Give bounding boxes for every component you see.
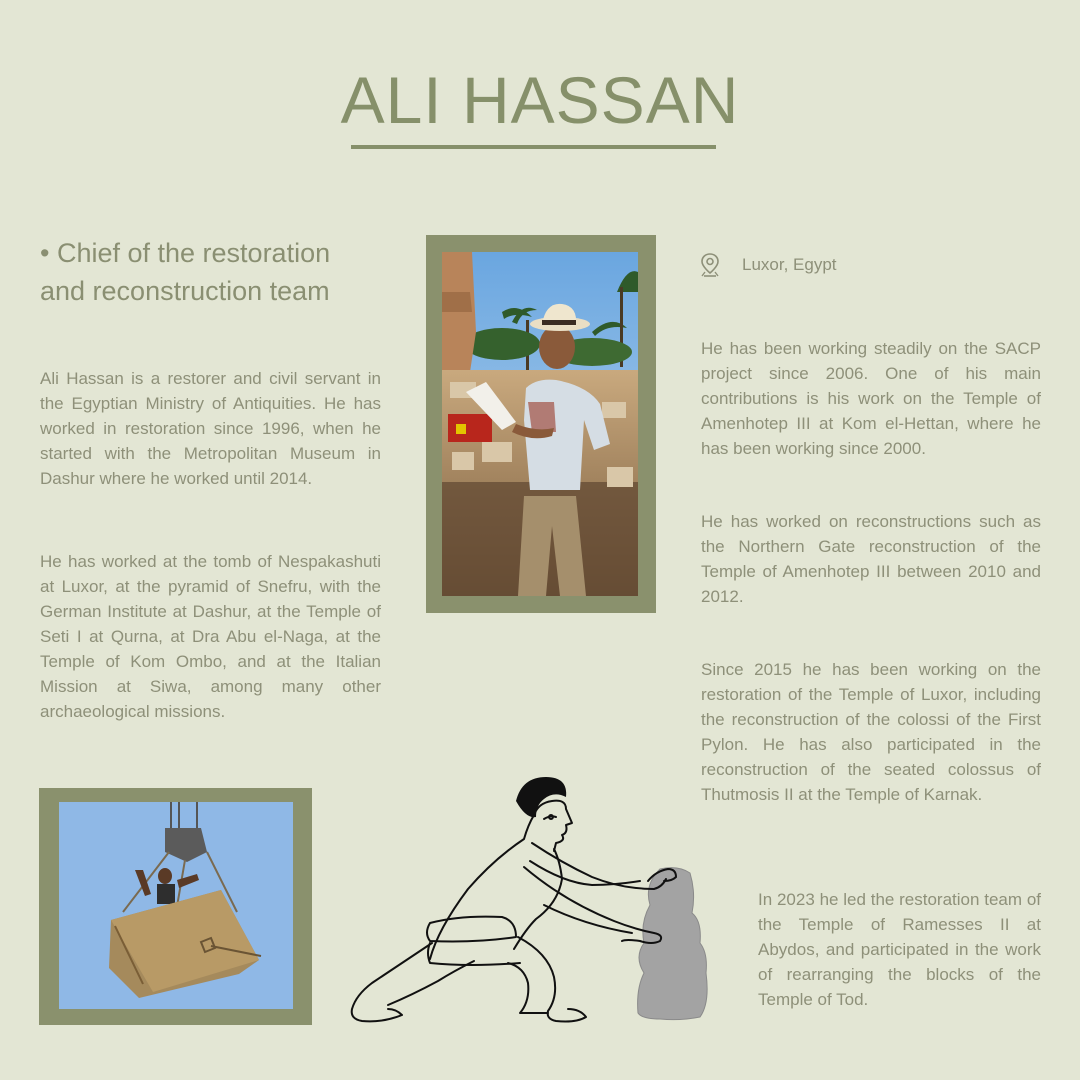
- crane-photo-frame: [39, 788, 312, 1025]
- bio-paragraph-6: In 2023 he led the restoration team of the Temple of Ramesses II at Abydos, and participated in the work of rearranging the blocks of the Temple of Tod.: [758, 890, 1041, 1009]
- kneeling-figure-illustration: [348, 773, 728, 1028]
- title-underline: [351, 145, 716, 149]
- crane-photo: [59, 802, 293, 1009]
- portrait-photo: [442, 252, 638, 596]
- bio-paragraph-2: He has worked at the tomb of Nespakashuti at Luxor, at the pyramid of Snefru, with the German Institute at Dashur, at the Temple of Seti I at Qurna, at Dra Abu el-Naga, at the Temple of Kom Ombo, and at the Italian Mission at Siwa, among many other archaeological missions.: [40, 552, 381, 721]
- map-pin-icon: [700, 252, 720, 278]
- portrait-photo-frame: [426, 235, 656, 613]
- page-title: ALI HASSAN: [340, 63, 740, 137]
- bio-paragraph-5: Since 2015 he has been working on the restoration of the Temple of Luxor, including the reconstruction of the colossi of the First Pylon. He has also participated in the reconstruction of the seated colossus of Thutmosis II at the Temple of Karnak.: [701, 660, 1041, 804]
- bio-paragraph-3: He has been working steadily on the SACP project since 2006. One of his main contributions is his work on the Temple of Amenhotep III at Kom el-Hettan, where he has been working since 2000.: [701, 339, 1041, 458]
- bio-paragraph-4: He has worked on reconstructions such as the Northern Gate reconstruction of the Temple of Amenhotep III between 2010 and 2012.: [701, 512, 1041, 606]
- location: [700, 250, 837, 280]
- bio-paragraph-1: Ali Hassan is a restorer and civil servant in the Egyptian Ministry of Antiquities. He has worked in restoration since 1996, when he started with the Metropolitan Museum in Dashur where he worked until 2014.: [40, 369, 381, 488]
- role-heading: • Chief of the restoration and reconstruction team: [40, 238, 331, 306]
- location-text: Luxor, Egypt: [742, 255, 837, 274]
